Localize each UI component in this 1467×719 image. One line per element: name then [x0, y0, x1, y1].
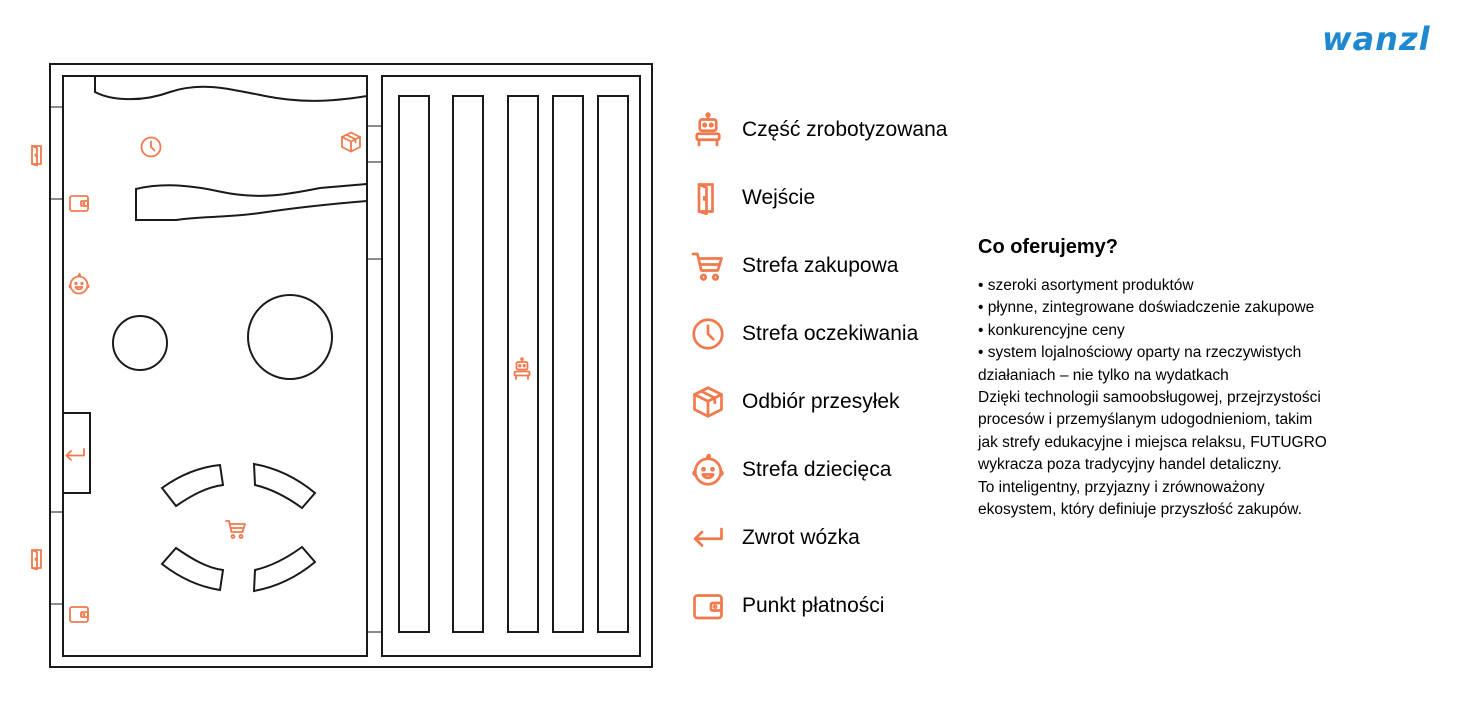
cart-icon	[690, 248, 726, 284]
offer-title: Co oferujemy?	[978, 236, 1119, 258]
legend-item-cart-return	[690, 518, 860, 558]
storage-shelf	[598, 96, 628, 632]
offer-line: działaniach – nie tylko na wydatkach	[978, 366, 1229, 384]
box-icon	[342, 133, 360, 152]
offer-line: procesów i przemyślanym udogodnieniom, takim	[978, 411, 1313, 429]
storage-shelf	[399, 96, 429, 632]
legend-label: Część zrobotyzowana	[742, 118, 948, 141]
box-icon	[690, 384, 726, 420]
robotic-storage-area	[382, 76, 640, 656]
offer-line: • płynne, zintegrowane doświadczenie zakupowe	[978, 299, 1315, 317]
legend-label: Strefa zakupowa	[742, 254, 899, 277]
legend-item-payment-point	[690, 586, 884, 626]
legend-label: Strefa oczekiwania	[742, 322, 919, 345]
cart-return-station	[63, 413, 90, 493]
legend-label: Wejście	[742, 186, 816, 209]
wallet-icon	[70, 607, 88, 622]
pickup-counter	[136, 184, 367, 220]
offer-line: • szeroki asortyment produktów	[978, 277, 1194, 294]
legend-item-waiting-zone	[690, 314, 918, 354]
legend-item-parcel-pickup	[690, 382, 900, 422]
robot-icon	[690, 112, 726, 148]
legend-label: Zwrot wózka	[742, 526, 860, 549]
offer-line: wykracza poza tradycyjny handel detaliczny.	[978, 456, 1282, 474]
door-icon	[32, 146, 41, 166]
large-round-table	[248, 295, 332, 379]
curved-bench	[254, 547, 315, 591]
offer-section	[978, 236, 1398, 521]
offer-line: ekosystem, który definiuje przyszłość zakupów.	[978, 501, 1302, 519]
curved-bench	[254, 464, 315, 508]
door-icon	[32, 550, 41, 570]
child-face-icon	[69, 274, 88, 293]
return-arrow-icon	[690, 520, 726, 556]
legend-label: Punkt płatności	[742, 594, 885, 617]
storage-shelf	[453, 96, 483, 632]
offer-line: Dzięki technologii samoobsługowej, przejrzystości	[978, 389, 1321, 407]
storage-shelf	[553, 96, 583, 632]
return-arrow-icon	[67, 449, 85, 460]
door-icon	[690, 180, 726, 216]
offer-line: • konkurencyjne ceny	[978, 321, 1125, 339]
legend-item-entrance	[690, 178, 815, 218]
robot-icon	[515, 358, 530, 379]
top-shelf-counter	[95, 76, 367, 101]
clock-icon	[142, 138, 161, 157]
wanzl-logo: wanzl	[1322, 20, 1431, 58]
curved-bench	[162, 465, 223, 506]
child-face-icon	[690, 452, 726, 488]
curved-bench	[162, 548, 223, 590]
legend-label: Strefa dziecięca	[742, 458, 892, 481]
legend-item-shopping-zone	[690, 246, 898, 286]
legend-item-robotic	[690, 110, 947, 150]
clock-icon	[690, 316, 726, 352]
wallet-icon	[70, 196, 88, 211]
offer-line: • system lojalnościowy oparty na rzeczywistych	[978, 344, 1302, 362]
offer-line: jak strefy edukacyjne i miejsca relaksu, FUTUGRO	[978, 433, 1327, 451]
offer-line: To inteligentny, przyjazny i zrównoważony	[978, 478, 1265, 496]
cart-icon	[226, 521, 245, 538]
wallet-icon	[690, 588, 726, 624]
small-round-table	[113, 316, 167, 370]
storage-shelf	[508, 96, 538, 632]
outer-wall	[50, 64, 652, 667]
legend-item-kids-zone	[690, 450, 891, 490]
store-floor-plan	[0, 0, 660, 719]
legend-label: Odbiór przesyłek	[742, 390, 900, 413]
